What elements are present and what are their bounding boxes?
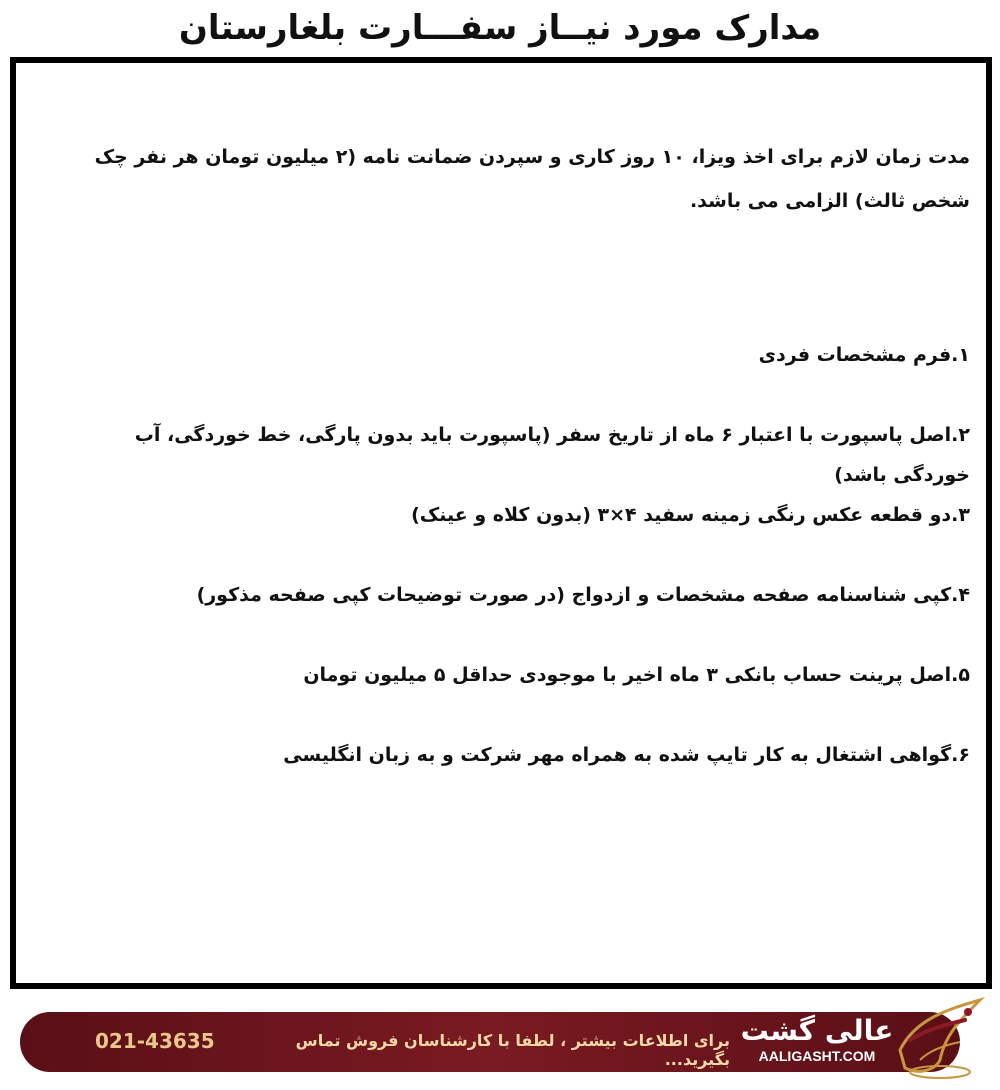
list-item: ۴.کپی شناسنامه صفحه مشخصات و ازدواج (در صورت توضیحات کپی صفحه مذکور) <box>196 584 970 606</box>
brand-url[interactable]: AALIGASHT.COM <box>758 1048 876 1064</box>
list-item: ۲.اصل پاسپورت با اعتبار ۶ ماه از تاریخ سفر (پاسپورت باید بدون پارگی، خط خوردگی، آب خوردگی باشد) <box>134 424 970 486</box>
list-item: ۵.اصل پرینت حساب بانکی ۳ ماه اخیر با موجودی حداقل ۵ میلیون تومان <box>303 664 970 686</box>
list-item: ۱.فرم مشخصات فردی <box>758 344 970 366</box>
brand-name: عالی گشت <box>740 1014 894 1047</box>
page-title: مدارک مورد نیــاز سفـــارت بلغارستان <box>178 8 822 48</box>
list-item: ۶.گواهی اشتغال به کار تایپ شده به همراه مهر شرکت و به زبان انگلیسی <box>283 744 970 766</box>
intro-paragraph: مدت زمان لازم برای اخذ ویزا، ۱۰ روز کاری و سپردن ضمانت نامه (۲ میلیون تومان هر نفر چک شخص ثالث) الزامی می باشد. <box>94 146 970 212</box>
requirements-list <box>70 335 970 815</box>
footer-banner <box>20 1012 960 1072</box>
list-item: ۳.دو قطعه عکس رنگی زمینه سفید ۴×۳ (بدون کلاه و عینک) <box>411 504 970 526</box>
phone-number[interactable]: 021-43635 <box>95 1029 215 1053</box>
brand-logo-icon <box>890 990 990 1085</box>
contact-message: برای اطلاعات بیشتر ، لطفا با کارشناسان فروش تماس بگیرید... <box>295 1031 730 1069</box>
